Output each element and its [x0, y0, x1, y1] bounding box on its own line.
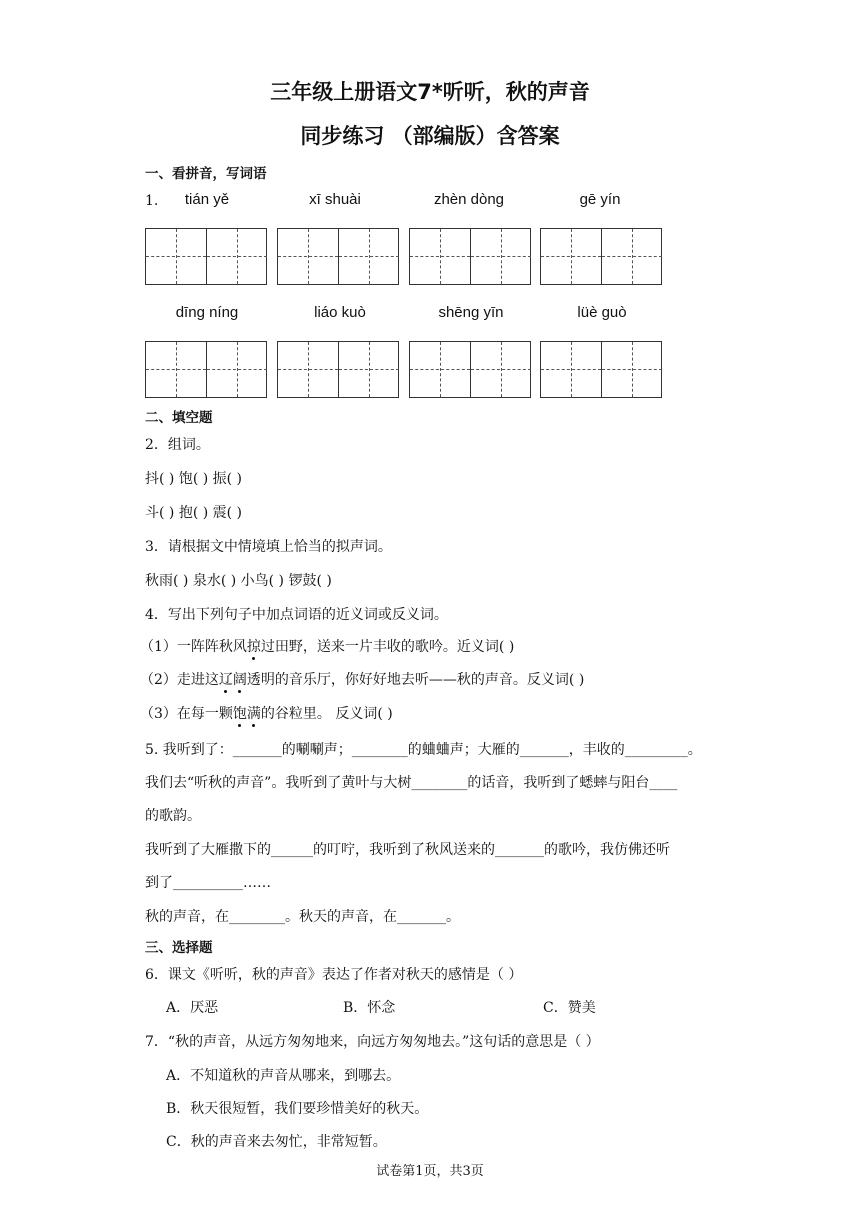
- pinyin-2: xī shuài: [309, 191, 361, 208]
- q6-option-a[interactable]: A．厌恶: [166, 1000, 219, 1016]
- section-heading-3: 三、选择题: [145, 940, 213, 956]
- page-footer: 试卷第1页，共3页: [376, 1164, 484, 1179]
- q7-option-a[interactable]: A．不知道秋的声音从哪来，到哪去。: [166, 1068, 401, 1084]
- pinyin-5: dīng níng: [175, 304, 239, 321]
- q4-s3-pre: （3）在每一颗: [140, 706, 233, 722]
- q4-stem: 4．写出下列句子中加点词语的近义词或反义词。: [145, 607, 448, 623]
- section-heading-1: 一、看拼音，写词语: [145, 166, 267, 182]
- document-subtitle: 同步练习 （部编版）含答案: [300, 124, 560, 148]
- q4-s2-post: 透明的音乐厅，你好好地去听——秋的声音。反义词( ): [246, 672, 585, 688]
- writing-grid-7[interactable]: [409, 341, 531, 398]
- q6-option-c[interactable]: C．赞美: [543, 1000, 596, 1016]
- writing-grid-8[interactable]: [540, 341, 662, 398]
- q5-line-4: 我听到了大雁撒下的______的叮咛，我听到了秋风送来的_______的歌吟，我仿佛还听: [145, 842, 670, 858]
- document-title: 三年级上册语文7*听听，秋的声音: [270, 80, 590, 104]
- writing-grid-5[interactable]: [145, 341, 267, 398]
- writing-grid-3[interactable]: [409, 228, 531, 285]
- pinyin-6: liáo kuò: [314, 304, 366, 321]
- q4-s3-dotted-1: 饱: [232, 706, 247, 722]
- q7-stem: 7．“秋的声音，从远方匆匆地来，向远方匆匆地去。”这句话的意思是（ ）: [145, 1034, 600, 1050]
- pinyin-4: gē yín: [579, 191, 621, 208]
- q4-s3-post: 的谷粒里。 反义词( ): [260, 706, 393, 722]
- question-number-1: 1.: [145, 193, 159, 209]
- q4-s2-dotted-1: 辽: [218, 672, 233, 688]
- q7-option-b[interactable]: B．秋天很短暂，我们要珍惜美好的秋天。: [166, 1101, 429, 1117]
- q5-line-1: 5. 我听到了：_______的唰唰声；________的蛐蛐声；大雁的_______，丰收的_________。: [145, 742, 702, 758]
- writing-grid-2[interactable]: [277, 228, 399, 285]
- q4-s2-pre: （2）走进这: [140, 672, 219, 688]
- q4-s2-dotted-2: 阔: [232, 672, 247, 688]
- q7-option-c[interactable]: C．秋的声音来去匆忙，非常短暂。: [166, 1134, 387, 1150]
- q4-s1-dotted-1: 掠: [246, 639, 261, 655]
- q4-s3-dotted-2: 满: [246, 706, 261, 722]
- q6-stem: 6．课文《听听，秋的声音》表达了作者对秋天的感情是（ ）: [145, 967, 523, 983]
- q4-s1-pre: （1）一阵阵秋风: [140, 639, 247, 655]
- pinyin-1: tián yě: [184, 191, 230, 208]
- q5-line-5: 到了__________……: [145, 875, 271, 891]
- q2-line-1: 抖( ) 饱( ) 振( ): [145, 471, 243, 487]
- q2-line-2: 斗( ) 抱( ) 震( ): [145, 505, 243, 521]
- writing-grid-6[interactable]: [277, 341, 399, 398]
- q4-sentence-1: [140, 636, 514, 656]
- q4-sentence-2: [140, 669, 584, 689]
- q6-option-b[interactable]: B．怀念: [343, 1000, 396, 1016]
- writing-grid-4[interactable]: [540, 228, 662, 285]
- q4-sentence-3: [140, 703, 393, 723]
- pinyin-3: zhèn dòng: [433, 191, 505, 208]
- section-heading-2: 二、填空题: [145, 410, 213, 426]
- q2-stem: 2．组词。: [145, 437, 210, 453]
- q5-line-2: 我们去“听秋的声音”。我听到了黄叶与大树________的话音，我听到了蟋蟀与阳台____: [145, 775, 678, 791]
- q5-line-3: 的歌韵。: [145, 808, 201, 824]
- pinyin-8: lüè guò: [577, 304, 627, 321]
- q3-stem: 3．请根据文中情境填上恰当的拟声词。: [145, 539, 392, 555]
- q4-s1-post: 过田野，送来一片丰收的歌吟。近义词( ): [260, 639, 515, 655]
- q3-line: 秋雨( ) 泉水( ) 小鸟( ) 锣鼓( ): [145, 573, 332, 589]
- q5-line-6: 秋的声音，在________。秋天的声音，在_______。: [145, 909, 460, 925]
- pinyin-7: shēng yīn: [438, 304, 504, 321]
- writing-grid-1[interactable]: [145, 228, 267, 285]
